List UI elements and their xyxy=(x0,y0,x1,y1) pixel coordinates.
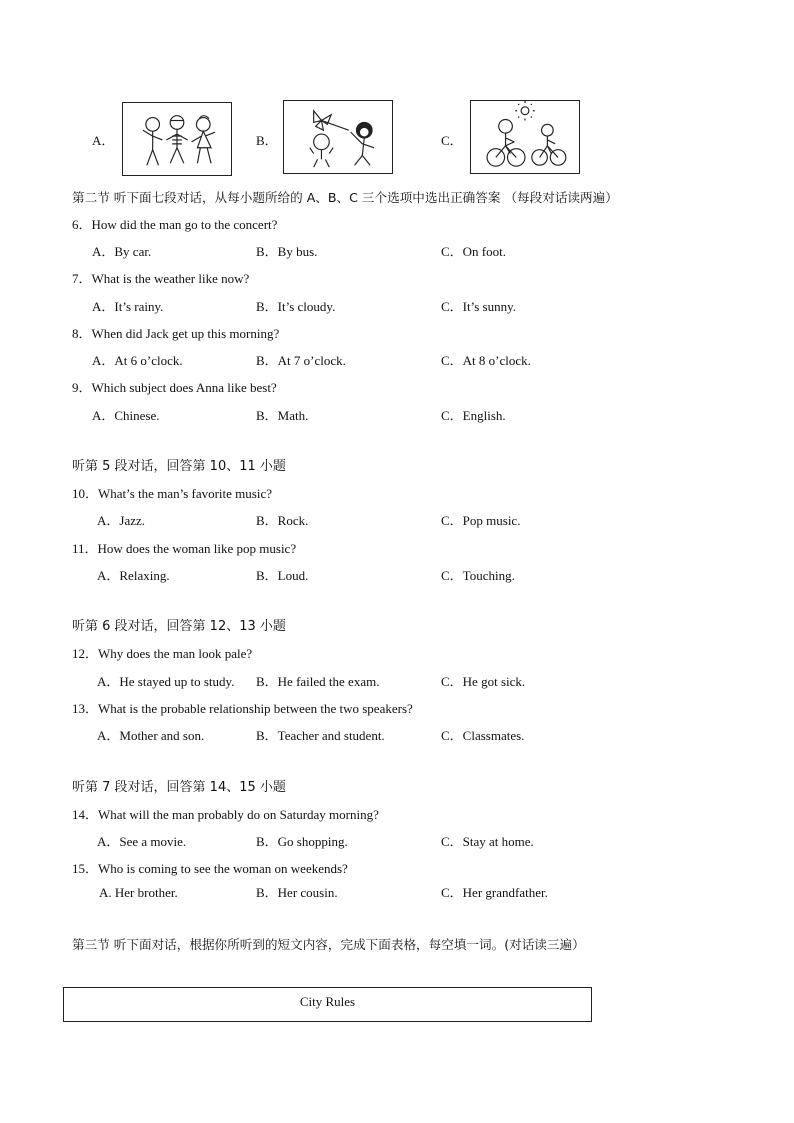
dialogue-7-header: 听第 7 段对话，回答第 14、15 小题 xyxy=(72,780,286,795)
question-9: 9．Which subject does Anna like best? xyxy=(72,380,277,395)
question-10-option-a[interactable]: A．Jazz. xyxy=(97,513,146,528)
dialogue-6-header: 听第 6 段对话，回答第 12、13 小题 xyxy=(72,619,286,634)
question-10-option-c[interactable]: C．Pop music. xyxy=(441,513,521,528)
question-6-option-c[interactable]: C．On foot. xyxy=(441,244,507,259)
question-6-option-a[interactable]: A．By car. xyxy=(92,244,152,259)
question-7: 7．What is the weather like now? xyxy=(72,271,250,286)
picture-option-c-label: C． xyxy=(441,133,463,148)
question-8-option-a[interactable]: A．At 6 o’clock. xyxy=(92,353,183,368)
question-12-option-b[interactable]: B．He failed the exam. xyxy=(256,674,380,689)
question-14-option-a[interactable]: A．See a movie. xyxy=(97,834,187,849)
question-7-option-a[interactable]: A．It’s rainy. xyxy=(92,299,164,314)
question-14-option-c[interactable]: C．Stay at home. xyxy=(441,834,534,849)
question-12: 12．Why does the man look pale? xyxy=(72,646,253,661)
question-7-option-b[interactable]: B．It’s cloudy. xyxy=(256,299,336,314)
question-13: 13．What is the probable relationship between the two speakers? xyxy=(72,701,413,716)
question-15-option-b[interactable]: B．Her cousin. xyxy=(256,885,338,900)
question-15: 15．Who is coming to see the woman on weekends? xyxy=(72,861,348,876)
children-riding-bicycles-icon xyxy=(470,100,580,174)
question-11-option-c[interactable]: C．Touching. xyxy=(441,568,515,583)
city-rules-table xyxy=(63,987,592,1022)
section3-heading: 第三节 听下面对话，根据你所听到的短文内容，完成下面表格，每空填一词。(对话读三遍） xyxy=(72,937,585,952)
question-7-option-c[interactable]: C．It’s sunny. xyxy=(441,299,516,314)
question-12-option-a[interactable]: A．He stayed up to study. xyxy=(97,674,235,689)
question-6-option-b[interactable]: B．By bus. xyxy=(256,244,318,259)
question-15-option-a[interactable]: A. Her brother. xyxy=(99,885,178,900)
three-children-dancing-icon xyxy=(122,102,232,176)
question-13-option-b[interactable]: B．Teacher and student. xyxy=(256,728,385,743)
question-9-option-c[interactable]: C．English. xyxy=(441,408,506,423)
question-13-option-c[interactable]: C．Classmates. xyxy=(441,728,525,743)
question-10-option-b[interactable]: B．Rock. xyxy=(256,513,309,528)
question-12-option-c[interactable]: C．He got sick. xyxy=(441,674,526,689)
children-with-pinwheel-icon xyxy=(283,100,393,174)
question-10: 10．What’s the man’s favorite music? xyxy=(72,486,273,501)
question-9-option-b[interactable]: B．Math. xyxy=(256,408,309,423)
question-11-option-a[interactable]: A．Relaxing. xyxy=(97,568,170,583)
question-15-option-c[interactable]: C．Her grandfather. xyxy=(441,885,548,900)
question-8-option-c[interactable]: C．At 8 o’clock. xyxy=(441,353,531,368)
picture-option-a-label: A． xyxy=(92,133,115,148)
question-6: 6．How did the man go to the concert? xyxy=(72,217,278,232)
question-11-option-b[interactable]: B．Loud. xyxy=(256,568,309,583)
table-title: City Rules xyxy=(299,994,356,1009)
question-8: 8．When did Jack get up this morning? xyxy=(72,326,280,341)
question-11: 11．How does the woman like pop music? xyxy=(72,541,297,556)
question-8-option-b[interactable]: B．At 7 o’clock. xyxy=(256,353,346,368)
question-9-option-a[interactable]: A．Chinese. xyxy=(92,408,160,423)
question-14: 14．What will the man probably do on Saturday morning? xyxy=(72,807,379,822)
dialogue-5-header: 听第 5 段对话，回答第 10、11 小题 xyxy=(72,459,286,474)
question-13-option-a[interactable]: A．Mother and son. xyxy=(97,728,205,743)
section2-heading: 第二节 听下面七段对话，从每小题所给的 A、B、C 三个选项中选出正确答案 （每段对话读两遍） xyxy=(72,190,618,205)
question-14-option-b[interactable]: B．Go shopping. xyxy=(256,834,348,849)
picture-option-b-label: B． xyxy=(256,133,278,148)
